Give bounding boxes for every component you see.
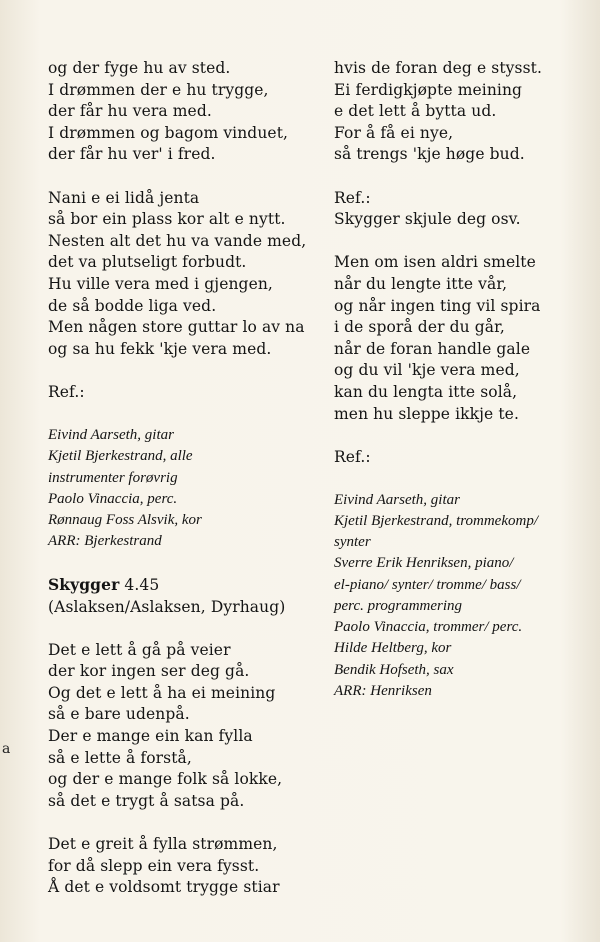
lyric-line: og når ingen ting vil spira [334, 296, 541, 315]
lyrics-verse [48, 188, 318, 361]
lyric-line: og sa hu fekk 'kje vera med. [48, 339, 272, 358]
song-heading [48, 574, 318, 597]
stanza-gap [48, 618, 318, 640]
credits-block [48, 425, 318, 552]
credit-line: Kjetil Bjerkestrand, alle [48, 448, 193, 465]
credit-line: Eivind Aarseth, gitar [48, 427, 174, 444]
lyric-line: så e bare udenpå. [48, 705, 190, 724]
lyric-line: For å få ei nye, [334, 123, 454, 142]
lyric-line: så e lette å forstå, [48, 748, 192, 767]
lyric-line: e det lett å bytta ud. [334, 102, 497, 121]
credit-line: Eivind Aarseth, gitar [334, 491, 460, 508]
lyrics-verse [48, 640, 318, 813]
stanza-gap [48, 812, 318, 834]
lyric-line: Det e greit å fylla strømmen, [48, 835, 278, 854]
credit-line: synter [334, 534, 371, 551]
lyric-line: Det e lett å gå på veier [48, 640, 231, 659]
song-title: Skygger [48, 574, 120, 594]
lyric-line: men hu sleppe ikkje te. [334, 404, 519, 423]
credit-line: Sverre Erik Henriksen, piano/ [334, 555, 514, 572]
refrain-label: Ref.: [334, 447, 371, 466]
lyric-line: Å det e voldsomt trygge stiar [48, 878, 280, 897]
stanza-gap [48, 166, 318, 188]
refrain-label: Ref.: [48, 382, 85, 401]
lyric-line: I drømmen og bagom vinduet, [48, 123, 289, 142]
lyric-line: og der fyge hu av sted. [48, 59, 231, 77]
lyric-line: der kor ingen ser deg gå. [48, 662, 250, 681]
refrain-text: Skygger skjule deg osv. [334, 210, 521, 229]
lyric-line: for då slepp ein vera fysst. [48, 856, 260, 875]
credit-line: el-piano/ synter/ tromme/ bass/ [334, 576, 521, 593]
lyric-line: når du lengte itte vår, [334, 274, 508, 293]
stanza-gap [334, 425, 594, 447]
lyrics-verse [48, 834, 318, 899]
lyric-line: Og det e lett å ha ei meining [48, 683, 276, 702]
lyrics-verse [334, 252, 594, 425]
lyric-line: Nani e ei lidå jenta [48, 188, 200, 207]
lyric-line: så det e trygt å satsa på. [48, 791, 245, 810]
lyric-line: Men om isen aldri smelte [334, 253, 536, 272]
song-authors: (Aslaksen/Aslaksen, Dyrhaug) [48, 597, 286, 616]
margin-mark: a [2, 741, 11, 757]
credit-line: Rønnaug Foss Alsvik, kor [48, 511, 202, 528]
lyric-line: de så bodde liga ved. [48, 296, 217, 315]
lyric-line: Men någen store guttar lo av na [48, 318, 305, 337]
lyric-line: hvis de foran deg e stysst. [334, 59, 542, 77]
lyric-line: kan du lengta itte solå, [334, 382, 518, 401]
lyric-line: i de sporå der du går, [334, 318, 505, 337]
stanza-gap [48, 404, 318, 426]
stanza-gap [48, 360, 318, 382]
lyric-line: og der e mange folk så lokke, [48, 770, 283, 789]
lyric-line: så trengs 'kje høge bud. [334, 145, 525, 164]
credits-block [334, 490, 594, 702]
credit-line: ARR: Bjerkestrand [48, 533, 162, 550]
credit-line: Paolo Vinaccia, trommer/ perc. [334, 619, 523, 636]
stanza-gap [48, 552, 318, 574]
lyric-line: Ei ferdigkjøpte meining [334, 80, 523, 99]
lyric-line: Der e mange ein kan fylla [48, 727, 253, 746]
refrain-label: Ref.: [334, 188, 371, 207]
lyric-line: og du vil 'kje vera med, [334, 361, 520, 380]
lyrics-verse [334, 58, 594, 166]
lyric-line: Hu ville vera med i gjengen, [48, 274, 273, 293]
credit-line: Hilde Heltberg, kor [334, 640, 452, 657]
song-duration: 4.45 [124, 575, 160, 594]
lyrics-verse [48, 58, 318, 166]
stanza-gap [334, 166, 594, 188]
lyric-line: så bor ein plass kor alt e nytt. [48, 210, 286, 229]
stanza-gap [334, 231, 594, 253]
right-column [334, 58, 594, 702]
left-column [48, 58, 318, 899]
lyric-line: Nesten alt det hu va vande med, [48, 231, 307, 250]
lyric-line: der får hu ver' i fred. [48, 145, 216, 164]
credit-line: Paolo Vinaccia, perc. [48, 490, 178, 507]
lyric-line: det va plutseligt forbudt. [48, 253, 247, 272]
credit-line: instrumenter forøvrig [48, 469, 178, 486]
credit-line: perc. programmering [334, 597, 463, 614]
stanza-gap [334, 468, 594, 490]
credit-line: ARR: Henriksen [334, 682, 432, 699]
lyric-line: der får hu vera med. [48, 102, 212, 121]
lyric-line: når de foran handle gale [334, 339, 531, 358]
credit-line: Kjetil Bjerkestrand, trommekomp/ [334, 513, 538, 530]
lyric-line: I drømmen der e hu trygge, [48, 80, 269, 99]
credit-line: Bendik Hofseth, sax [334, 661, 454, 678]
